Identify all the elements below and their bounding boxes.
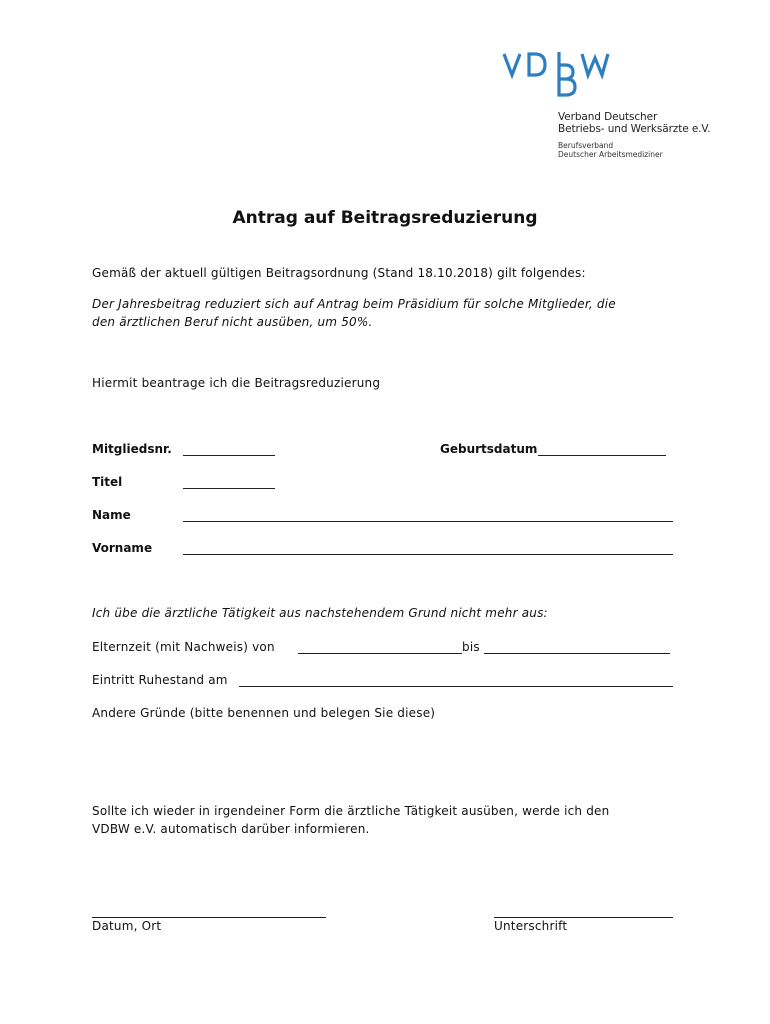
parental-to-label: bis [462,640,480,654]
vdbw-logo [500,48,730,168]
signature-field[interactable] [494,917,673,918]
logo-line-2: Betriebs- und Werksärzte e.V. [558,123,711,135]
other-reasons-label: Andere Gründe (bitte benennen und belegen Sie diese) [92,706,436,720]
signature-label: Unterschrift [494,919,568,933]
logo-line-1: Verband Deutscher [558,111,658,123]
logo-line-4: Deutscher Arbeitsmediziner [558,150,663,159]
notice-line-2: VDBW e.V. automatisch darüber informieren. [92,822,370,836]
rule-text-line-2: den ärztlichen Beruf nicht ausüben, um 50%. [92,315,373,329]
firstname-label: Vorname [92,541,153,555]
parental-from-field[interactable] [298,653,462,654]
retirement-label: Eintritt Ruhestand am [92,673,228,687]
birthdate-label: Geburtsdatum [440,442,538,456]
retirement-field[interactable] [239,686,673,687]
title-label: Titel [92,475,123,489]
vdbw-logo-mark [500,48,625,100]
reason-intro: Ich übe die ärztliche Tätigkeit aus nachstehendem Grund nicht mehr aus: [92,606,548,620]
date-place-label: Datum, Ort [92,919,162,933]
rule-text-line-1: Der Jahresbeitrag reduziert sich auf Antrag beim Präsidium für solche Mitglieder, die [92,297,616,311]
title-field[interactable] [183,488,275,489]
birthdate-field[interactable] [538,455,666,456]
parental-from-label: Elternzeit (mit Nachweis) von [92,640,275,654]
name-field[interactable] [183,521,673,522]
firstname-field[interactable] [183,554,673,555]
member-no-field[interactable] [183,455,275,456]
notice-line-1: Sollte ich wieder in irgendeiner Form die ärztliche Tätigkeit ausüben, werde ich den [92,804,610,818]
parental-to-field[interactable] [484,653,670,654]
name-label: Name [92,508,131,522]
logo-line-3: Berufsverband [558,141,614,150]
intro-text: Gemäß der aktuell gültigen Beitragsordnung (Stand 18.10.2018) gilt folgendes: [92,266,586,280]
date-place-field[interactable] [92,917,326,918]
request-text: Hiermit beantrage ich die Beitragsreduzierung [92,376,381,390]
member-no-label: Mitgliedsnr. [92,442,172,456]
page-title: Antrag auf Beitragsreduzierung [232,208,538,228]
